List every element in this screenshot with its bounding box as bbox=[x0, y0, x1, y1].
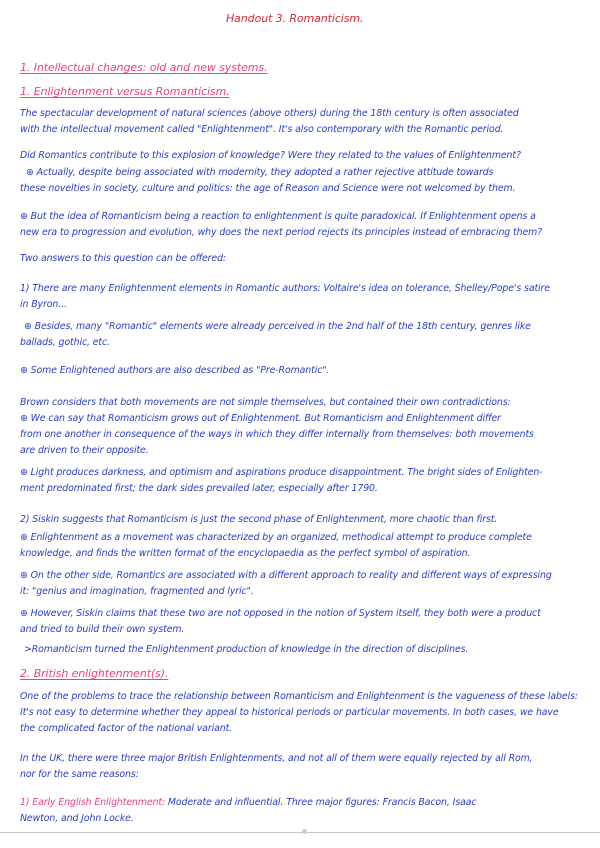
list-item: >Romanticism turned the Enlightenment production of knowledge in the direction of disciplines. bbox=[24, 644, 469, 655]
paragraph-line: Did Romantics contribute to this explosion of knowledge? Were they related to the values of Enlightenment? bbox=[20, 150, 521, 161]
page-title: Handout 3. Romanticism. bbox=[226, 12, 364, 25]
paragraph-line: ⊕ Actually, despite being associated with modernity, they adopted a rather rejective attitude towards bbox=[26, 167, 494, 178]
list-item: Newton, and John Locke. bbox=[20, 813, 134, 824]
list-item: ⊕ However, Siskin claims that these two are not opposed in the notion of System itself, they both were a product bbox=[20, 608, 541, 619]
paragraph-line: new era to progression and evolution, why does the next period rejects its principles instead of embracing them? bbox=[20, 227, 543, 238]
section-heading-1: 1. Intellectual changes: old and new systems. bbox=[20, 61, 268, 74]
list-item: ⊕ Some Enlightened authors are also described as "Pre-Romantic". bbox=[20, 365, 330, 376]
paragraph-line: with the intellectual movement called "Enlightenment". It's also contemporary with the Romantic period. bbox=[20, 124, 504, 135]
page-fold-line bbox=[0, 832, 600, 833]
paragraph-line: It's not easy to determine whether they appeal to historical periods or particular movements. In both cases, we have bbox=[20, 707, 559, 718]
paragraph-line: are driven to their opposite. bbox=[20, 445, 149, 456]
paragraph-line: ⊕ Light produces darkness, and optimism and aspirations produce disappointment. The bright sides of Enlighten- bbox=[20, 467, 543, 478]
paragraph-line: Brown considers that both movements are not simple themselves, but contained their own contradictions: bbox=[20, 397, 511, 408]
paragraph-line: The spectacular development of natural sciences (above others) during the 18th century is often associated bbox=[20, 108, 519, 119]
list-item: 2) Siskin suggests that Romanticism is just the second phase of Enlightenment, more chaotic than first. bbox=[20, 514, 498, 525]
list-item: 1) There are many Enlightenment elements in Romantic authors: Voltaire's idea on tolerance, Shelley/Pope's satire bbox=[20, 283, 550, 294]
paper-mark bbox=[302, 829, 307, 834]
paragraph-line: ment predominated first; the dark sides prevailed later, especially after 1790. bbox=[20, 483, 378, 494]
list-item: ⊕ On the other side, Romantics are associated with a different approach to reality and different ways of expressing bbox=[20, 570, 552, 581]
paragraph-line: Two answers to this question can be offered: bbox=[20, 253, 226, 264]
list-item: ⊕ Besides, many "Romantic" elements were already perceived in the 2nd half of the 18th century, genres like bbox=[24, 321, 531, 332]
paragraph-line: In the UK, there were three major British Enlightenments, and not all of them were equally rejected by all Rom, bbox=[20, 753, 533, 764]
section-heading-1-1: 1. Enlightenment versus Romanticism. bbox=[20, 85, 230, 98]
list-item: ballads, gothic, etc. bbox=[20, 337, 110, 348]
early-enlightenment-label: 1) Early English Enlightenment: bbox=[20, 797, 166, 808]
list-item: in Byron... bbox=[20, 299, 67, 310]
paragraph-line: the complicated factor of the national variant. bbox=[20, 723, 233, 734]
list-item: ⊕ Enlightenment as a movement was characterized by an organized, methodical attempt to produce complete bbox=[20, 532, 532, 543]
paragraph-line: ⊕ We can say that Romanticism grows out of Enlightenment. But Romanticism and Enlightenment differ bbox=[20, 413, 501, 424]
paragraph-line: nor for the same reasons: bbox=[20, 769, 139, 780]
paragraph-line: ⊕ But the idea of Romanticism being a reaction to enlightenment is quite paradoxical. If Enlightenment opens a bbox=[20, 211, 536, 222]
early-enlightenment-text: Moderate and influential. Three major figures: Francis Bacon, Isaac bbox=[165, 797, 477, 808]
section-heading-2: 2. British enlightenment(s). bbox=[20, 667, 169, 680]
list-item: knowledge, and finds the written format of the encyclopaedia as the perfect symbol of aspiration. bbox=[20, 548, 471, 559]
paragraph-line: from one another in consequence of the ways in which they differ internally from themselves: both movements bbox=[20, 429, 534, 440]
list-item: and tried to build their own system. bbox=[20, 624, 185, 635]
list-item: it: "genius and imagination, fragmented and lyric". bbox=[20, 586, 254, 597]
paragraph-line: these novelties in society, culture and politics: the age of Reason and Science were not welcomed by them. bbox=[20, 183, 516, 194]
paragraph-line: One of the problems to trace the relationship between Romanticism and Enlightenment is the vagueness of these labels: bbox=[20, 691, 578, 702]
list-item bbox=[20, 796, 476, 810]
